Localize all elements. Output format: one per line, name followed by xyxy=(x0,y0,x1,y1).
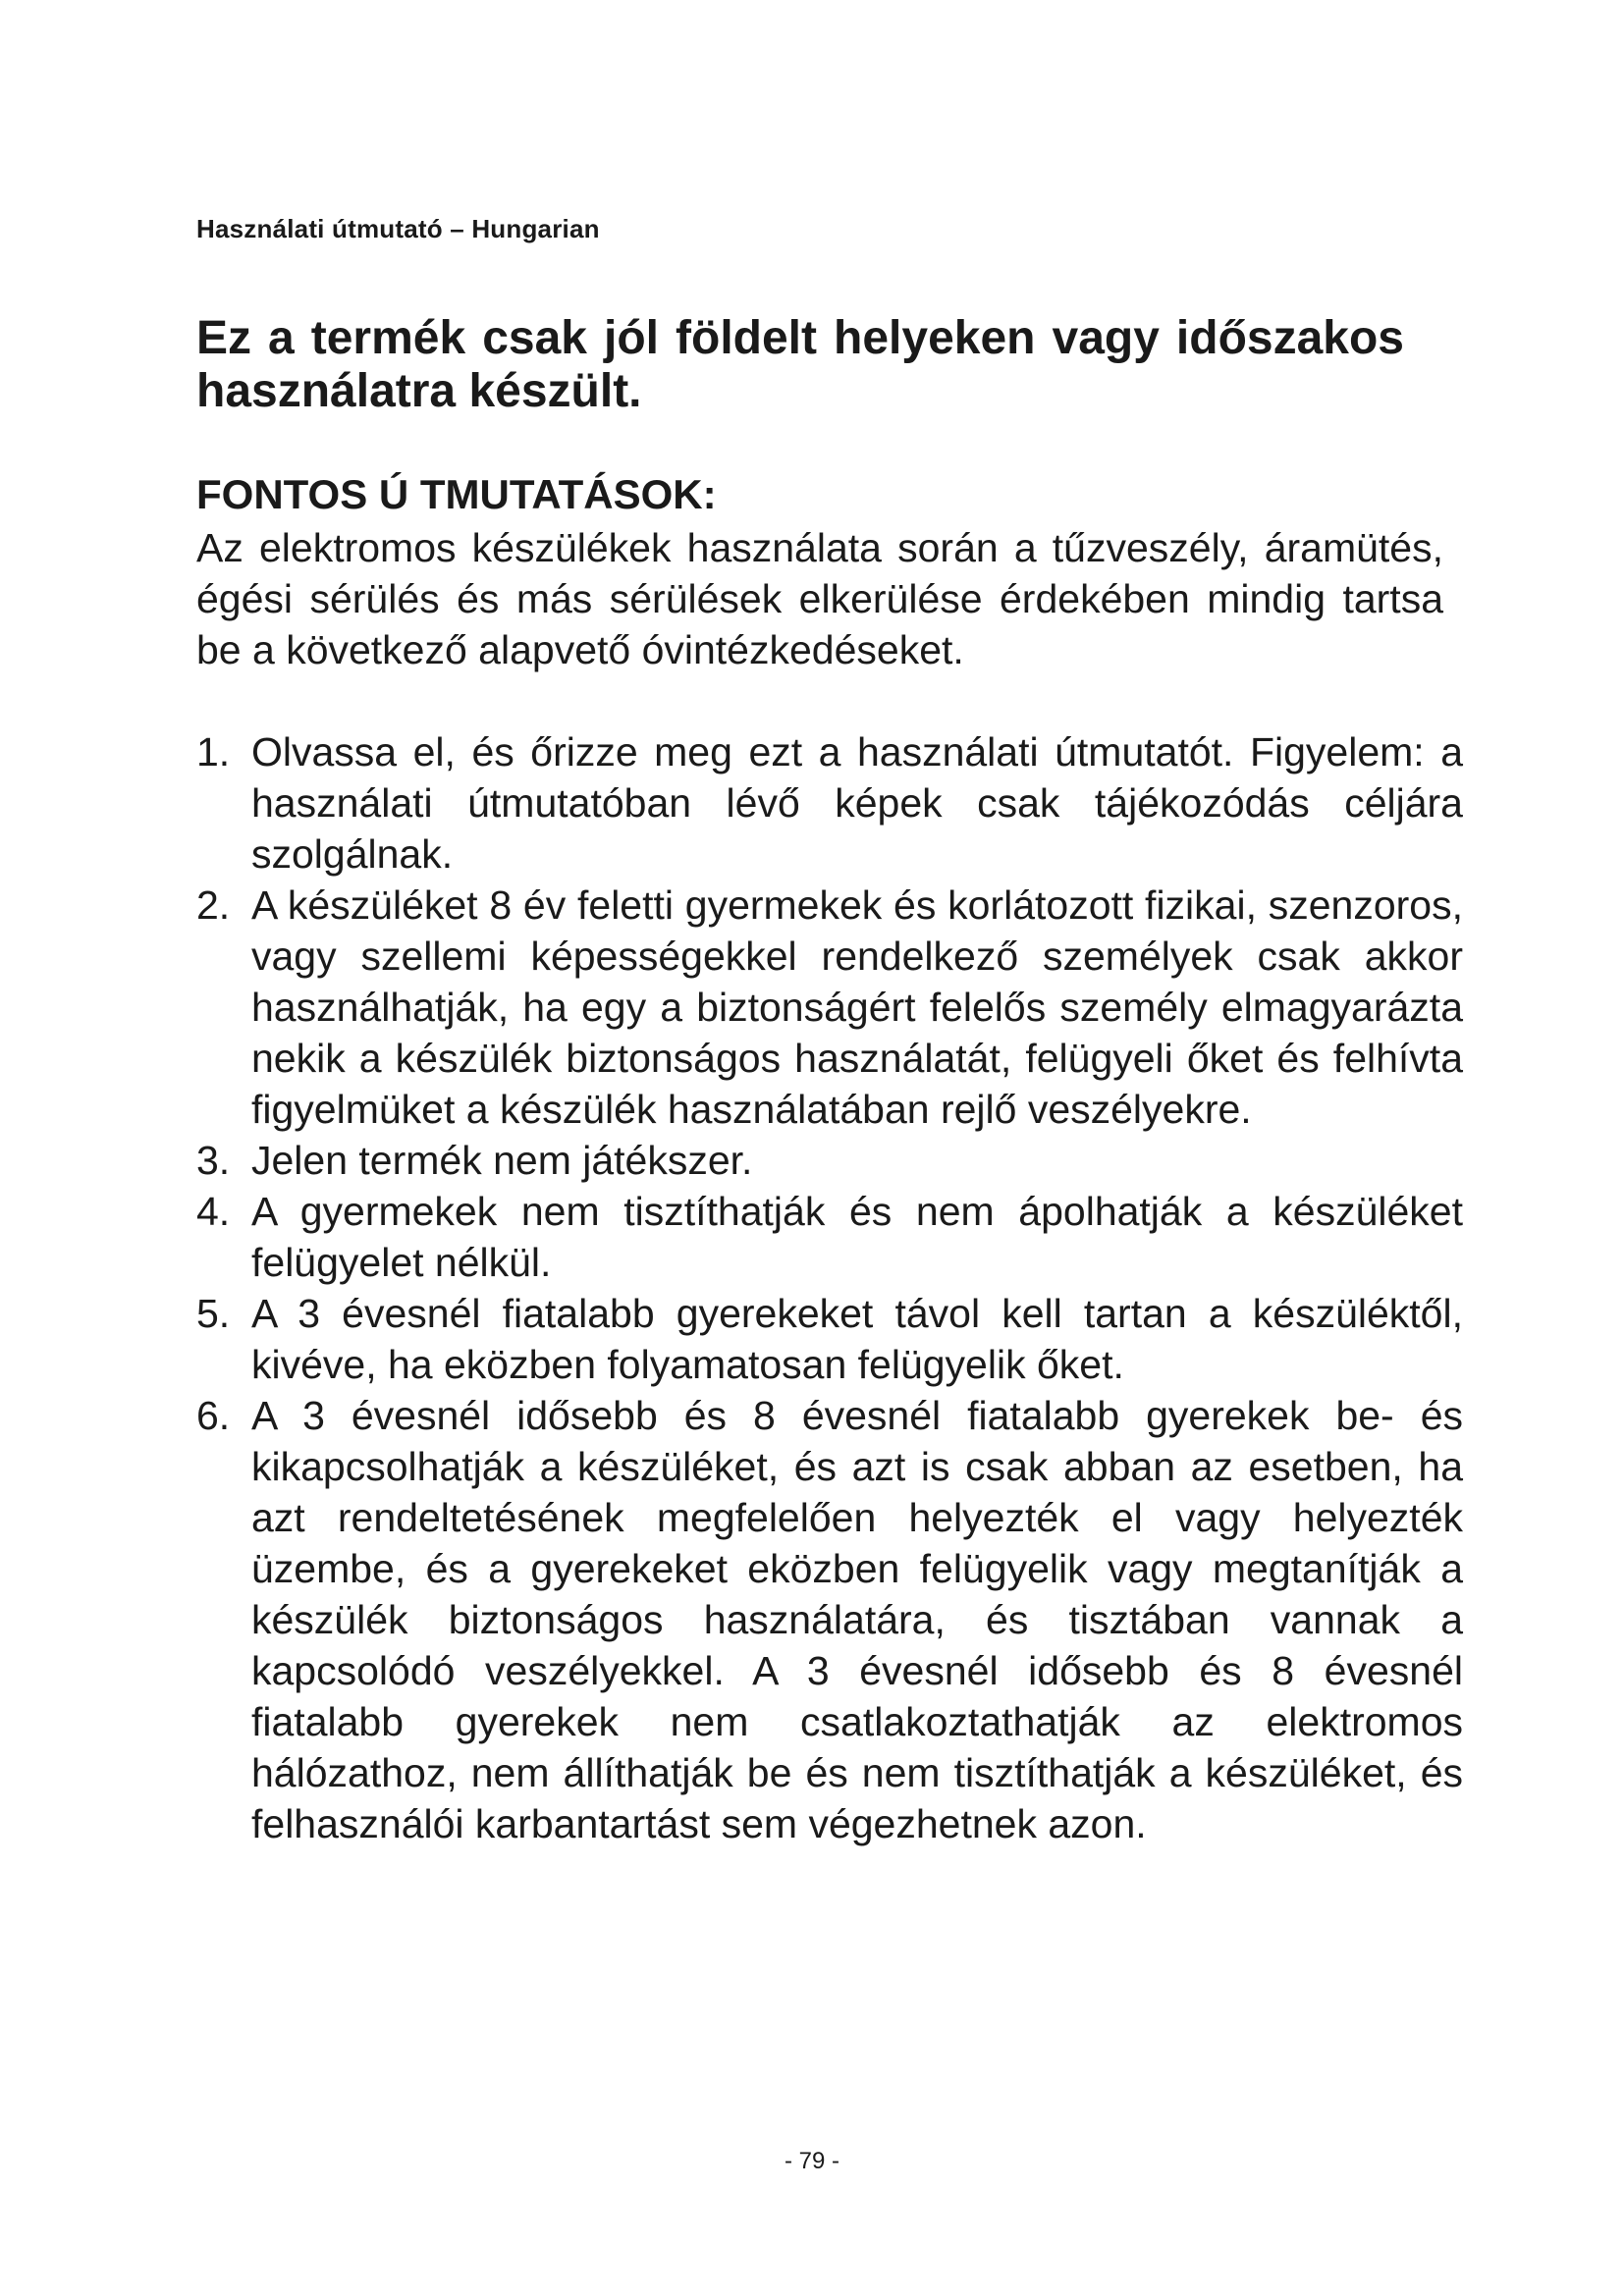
list-item-text: A 3 évesnél idősebb és 8 évesnél fiatalabb gyerekek be- és kikapcsolhatják a készüléket, és azt is csak abban az esetben, ha azt rendeltetésének megfelelően helyezték el vagy helyezték üzembe, és a gyerekeket eközben felügyelik vagy megtanítják a készülék biztonságos használatára, és tisztában vannak a kapcsolódó veszélyekkel. A 3 évesnél idősebb és 8 évesnél fiatalabb gyerekek nem csatlakoztathatják az elektromos hálózathoz, nem állíthatják be és nem tisztíthatják a készüléket, és felhasználói karbantartást sem végezhetnek azon. xyxy=(251,1393,1463,1846)
list-item xyxy=(196,1186,1463,1288)
headline: Ez a termék csak jól földelt helyeken vagy időszakos használatra készült. xyxy=(196,312,1404,417)
list-item-number: 1. xyxy=(196,729,231,774)
section-title: FONTOS Ú TMUTATÁSOK: xyxy=(196,471,717,517)
list-item-number: 4. xyxy=(196,1189,231,1234)
list-item-text: A 3 évesnél fiatalabb gyerekeket távol kell tartan a készüléktől, kivéve, ha eközben folyamatosan felügyelik őket. xyxy=(251,1291,1463,1387)
intro-paragraph: Az elektromos készülékek használata során a tűzveszély, áramütés, égési sérülés és más sérülések elkerülése érdekében mindig tartsa be a következő alapvető óvintézkedéseket. xyxy=(196,525,1443,672)
list-item xyxy=(196,880,1463,1135)
list-item-text: A gyermekek nem tisztíthatják és nem ápolhatják a készüléket felügyelet nélkül. xyxy=(251,1189,1463,1285)
list-item-number: 2. xyxy=(196,882,231,928)
list-item xyxy=(196,726,1463,880)
list-item-number: 3. xyxy=(196,1138,231,1183)
list-item xyxy=(196,1288,1463,1390)
page-number: - 79 - xyxy=(784,2148,839,2174)
list-item xyxy=(196,1135,1463,1186)
list-item-number: 6. xyxy=(196,1393,231,1438)
running-header: Használati útmutató – Hungarian xyxy=(196,214,600,243)
list-item-text: Jelen termék nem játékszer. xyxy=(251,1138,753,1183)
list-item-text: Olvassa el, és őrizze meg ezt a használati útmutatót. Figyelem: a használati útmutatóban lévő képek csak tájékozódás céljára szolgálnak. xyxy=(251,729,1463,877)
list-item-number: 5. xyxy=(196,1291,231,1336)
list-item xyxy=(196,1390,1463,1849)
list-item-text: A készüléket 8 év feletti gyermekek és korlátozott fizikai, szenzoros, vagy szellemi képességekkel rendelkező személyek csak akkor használhatják, ha egy a biztonságért felelős személy elmagyarázta nekik a készülék biztonságos használatát, felügyeli őket és felhívta figyelmüket a készülék használatában rejlő veszélyekre. xyxy=(251,882,1463,1132)
safety-rules-list xyxy=(196,726,1463,1849)
